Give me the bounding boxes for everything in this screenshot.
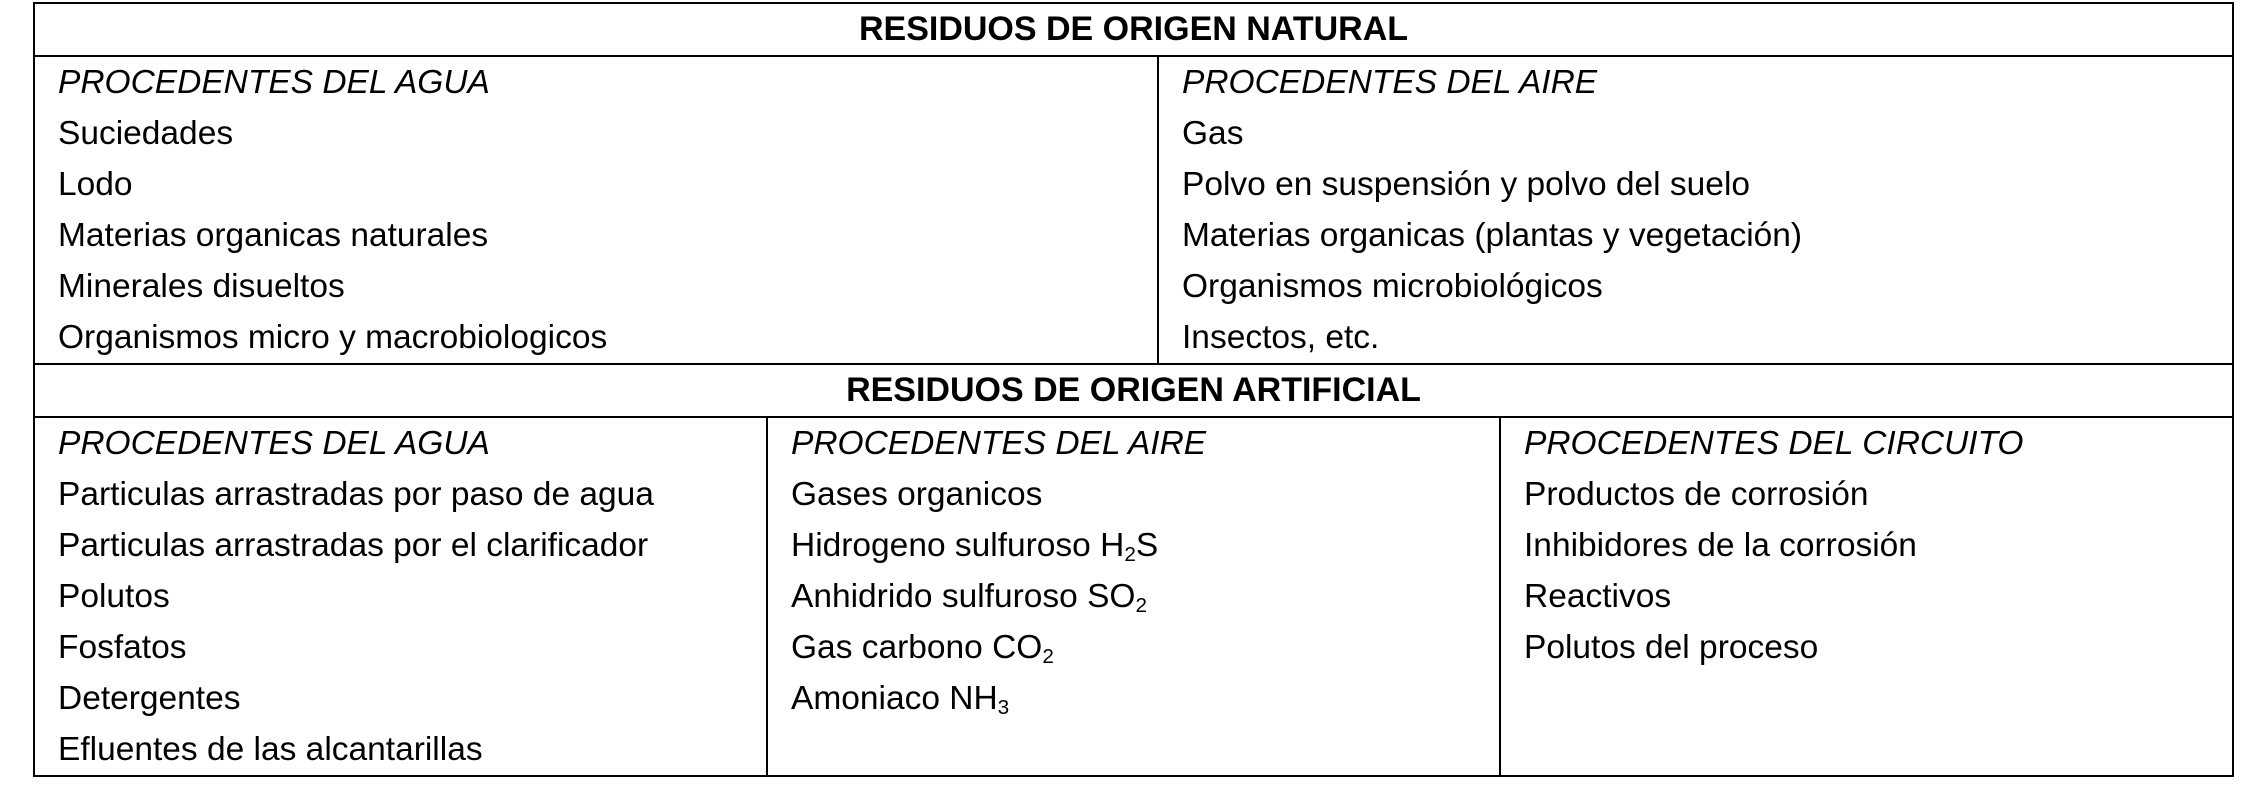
artificial-aire-cell — [767, 417, 1500, 776]
natural-agua-item: Materias organicas naturales — [58, 217, 489, 254]
natural-agua-heading: PROCEDENTES DEL AGUA — [58, 64, 490, 101]
natural-aire-item: Organismos microbiológicos — [1182, 268, 1603, 305]
artificial-aire-item — [791, 673, 1491, 724]
item-text: Hidrogeno sulfuroso H — [791, 527, 1125, 564]
artificial-agua-item: Detergentes — [58, 680, 241, 717]
natural-section-title: RESIDUOS DE ORIGEN NATURAL — [34, 3, 2233, 56]
residuos-table — [33, 2, 2234, 777]
natural-agua-item: Lodo — [58, 166, 133, 203]
artificial-agua-item: Particulas arrastradas por paso de agua — [58, 476, 654, 513]
natural-aire-item: Materias organicas (plantas y vegetación) — [1182, 217, 1803, 254]
item-tail: S — [1135, 527, 1159, 564]
artificial-agua-item: Particulas arrastradas por el clarificador — [58, 527, 649, 564]
artificial-aire-item — [791, 571, 1491, 622]
chem-subscript: 2 — [1135, 594, 1148, 618]
item-text: Anhidrido sulfuroso SO — [791, 578, 1136, 615]
artificial-title-row — [34, 364, 2233, 417]
artificial-agua-item: Efluentes de las alcantarillas — [58, 731, 483, 768]
artificial-section-title: RESIDUOS DE ORIGEN ARTIFICIAL — [34, 364, 2233, 417]
natural-agua-item: Suciedades — [58, 115, 234, 152]
natural-aire-heading: PROCEDENTES DEL AIRE — [1182, 64, 1598, 101]
artificial-aire-item — [791, 520, 1491, 571]
chem-subscript: 2 — [1042, 645, 1054, 669]
natural-content-row — [34, 56, 2233, 364]
artificial-circuito-item: Productos de corrosión — [1524, 476, 1869, 513]
artificial-aire-heading: PROCEDENTES DEL AIRE — [791, 425, 1207, 462]
artificial-agua-item: Fosfatos — [58, 629, 187, 666]
natural-agua-cell — [34, 56, 1158, 364]
natural-aire-cell — [1158, 56, 2233, 364]
artificial-agua-heading: PROCEDENTES DEL AGUA — [58, 425, 490, 462]
natural-aire-item: Insectos, etc. — [1182, 319, 1380, 356]
natural-aire-item: Gas — [1182, 115, 1244, 152]
item-text: Amoniaco NH — [791, 680, 998, 717]
natural-title-row — [34, 3, 2233, 56]
artificial-aire-item — [791, 469, 1491, 520]
item-text: Gas carbono CO — [791, 629, 1043, 666]
natural-agua-item: Organismos micro y macrobiologicos — [58, 319, 608, 356]
artificial-agua-item: Polutos — [58, 578, 170, 615]
artificial-circuito-item: Reactivos — [1524, 578, 1672, 615]
natural-aire-item: Polvo en suspensión y polvo del suelo — [1182, 166, 1751, 203]
artificial-agua-cell — [34, 417, 767, 776]
item-text: Gases organicos — [791, 476, 1043, 513]
artificial-circuito-heading: PROCEDENTES DEL CIRCUITO — [1524, 425, 2024, 462]
artificial-circuito-cell — [1500, 417, 2233, 776]
artificial-circuito-item: Polutos del proceso — [1524, 629, 1819, 666]
artificial-content-row — [34, 417, 2233, 776]
natural-agua-item: Minerales disueltos — [58, 268, 345, 305]
chem-subscript: 3 — [997, 696, 1010, 720]
artificial-circuito-item: Inhibidores de la corrosión — [1524, 527, 1917, 564]
chem-subscript: 2 — [1124, 543, 1136, 567]
artificial-aire-item — [791, 622, 1491, 673]
